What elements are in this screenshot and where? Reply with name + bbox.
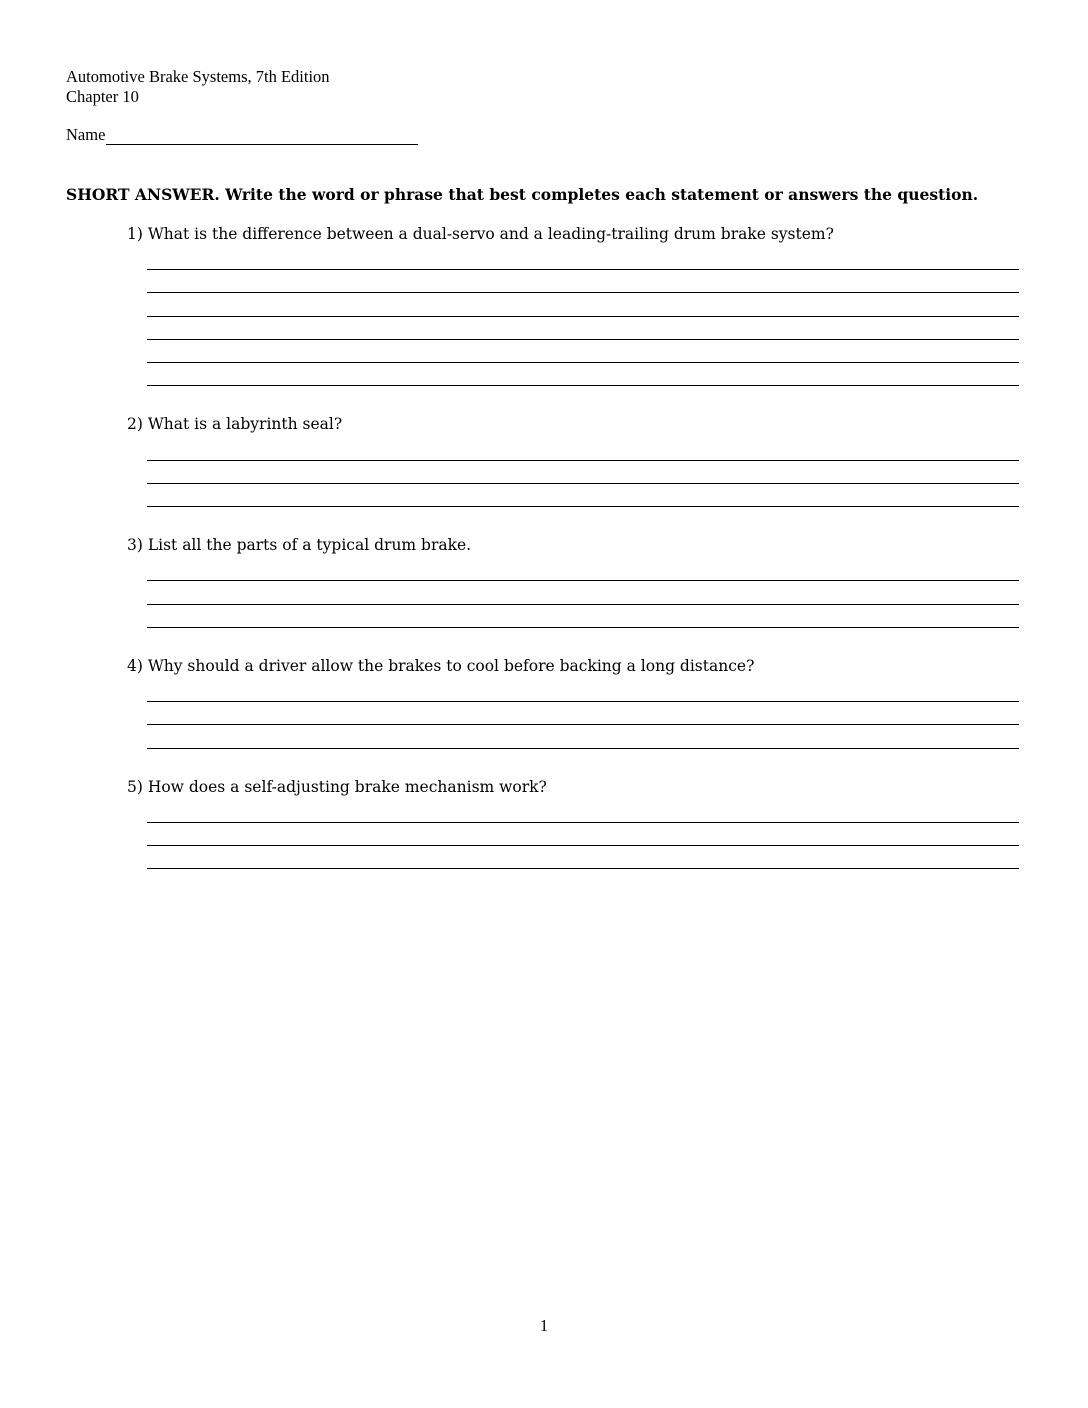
- chapter-label: Chapter 10: [66, 87, 139, 106]
- book-title: Automotive Brake Systems, 7th Edition: [66, 67, 330, 86]
- question-1: 1) What is the difference between a dual-servo and a leading-trailing drum brake system?: [127, 225, 834, 243]
- answer-line[interactable]: [147, 362, 1019, 363]
- question-3: 3) List all the parts of a typical drum brake.: [127, 536, 472, 554]
- name-row: [66, 125, 418, 145]
- question-2: 2) What is a labyrinth seal?: [127, 415, 343, 433]
- answer-line[interactable]: [147, 483, 1019, 484]
- answer-line[interactable]: [147, 316, 1019, 317]
- question-5: 5) How does a self-adjusting brake mechanism work?: [127, 778, 547, 796]
- name-field[interactable]: [106, 126, 418, 145]
- answer-line[interactable]: [147, 627, 1019, 628]
- answer-line[interactable]: [147, 604, 1019, 605]
- question-4: 4) Why should a driver allow the brakes to cool before backing a long distance?: [127, 657, 755, 675]
- section-instructions: SHORT ANSWER. Write the word or phrase that best completes each statement or answers the question.: [66, 185, 979, 204]
- answer-line[interactable]: [147, 385, 1019, 386]
- answer-line[interactable]: [147, 269, 1019, 270]
- answer-line[interactable]: [147, 822, 1019, 823]
- answer-line[interactable]: [147, 339, 1019, 340]
- answer-line[interactable]: [147, 845, 1019, 846]
- answer-line[interactable]: [147, 868, 1019, 869]
- answer-line[interactable]: [147, 460, 1019, 461]
- answer-line[interactable]: [147, 748, 1019, 749]
- answer-line[interactable]: [147, 292, 1019, 293]
- answer-line[interactable]: [147, 701, 1019, 702]
- page-number: 1: [539, 1316, 549, 1335]
- answer-line[interactable]: [147, 506, 1019, 507]
- name-label: Name: [66, 125, 106, 144]
- answer-line[interactable]: [147, 724, 1019, 725]
- answer-line[interactable]: [147, 580, 1019, 581]
